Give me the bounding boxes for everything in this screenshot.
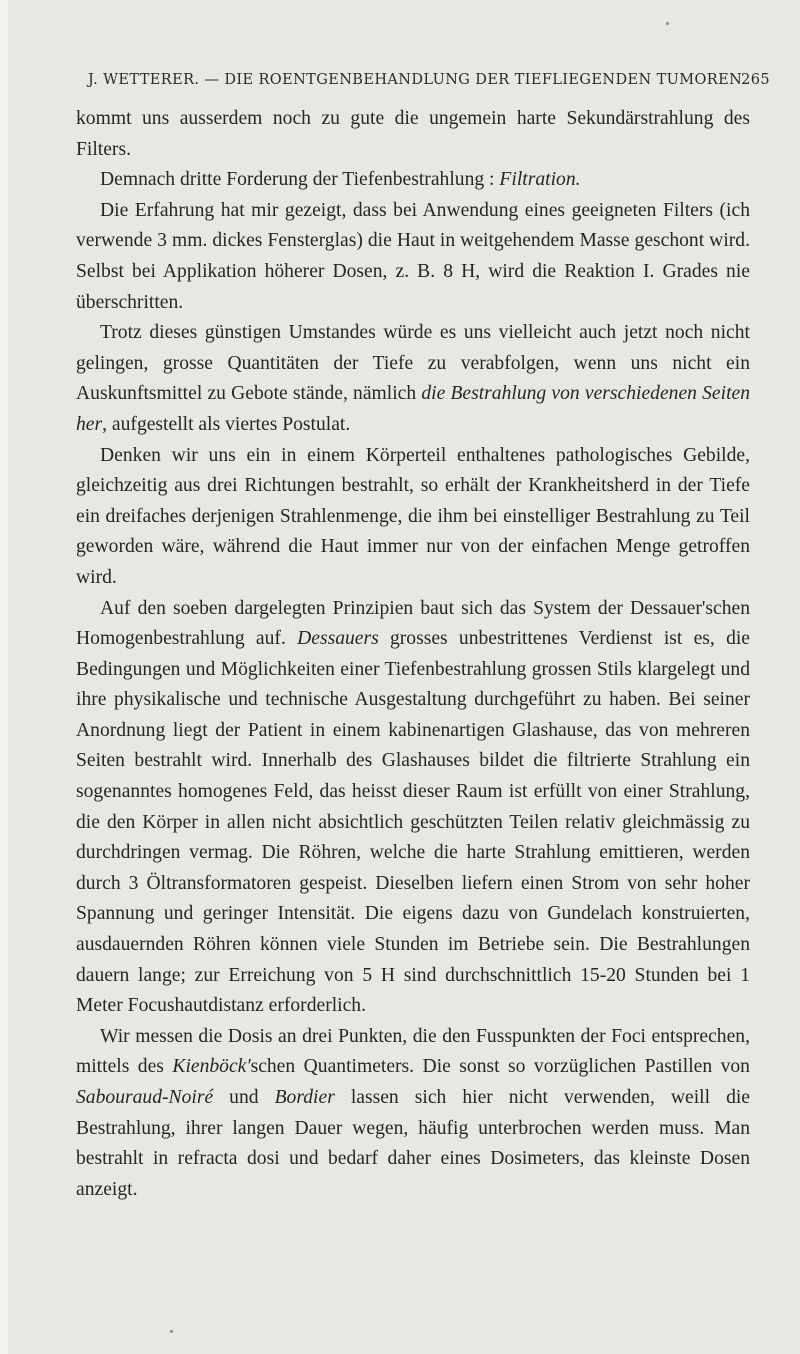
paragraph-2-text: Demnach dritte Forderung der Tiefenbestrahlung :: [100, 169, 500, 191]
paragraph-1: kommt uns ausserdem noch zu gute die ungemein harte Sekundärstrahlung des Filters.: [76, 108, 750, 160]
paragraph-7-emphasis-1: Kienböck': [172, 1056, 251, 1078]
paragraph-2: [76, 165, 750, 196]
body-text: [76, 104, 750, 1205]
paragraph-6-emphasis: Dessauers: [297, 628, 379, 650]
paragraph-7-emphasis-2: Sabouraud-Noiré: [76, 1087, 214, 1108]
page-number: 265: [741, 72, 770, 88]
paragraph-7-text-4: lassen sich hier nicht verwenden, weill die Bestrahlung, ihrer langen Dauer wegen, häufig unterbrochen werden muss. Man bestrahlt in refracta dosi und bedarf daher eines Dosimeters, das kleinste Dosen anzeigt.: [76, 1087, 751, 1200]
paragraph-4: [76, 318, 750, 440]
paragraph-4-emphasis: die Bestrahlung von verschiedenen Seiten her: [76, 383, 751, 435]
paragraph-2-emphasis: Filtration.: [499, 169, 581, 191]
paragraph-7-text-2: schen Quantimeters. Die sonst so vorzüglichen Pastillen von: [250, 1056, 750, 1078]
paragraph-5: Denken wir uns ein in einem Körperteil enthaltenes pathologisches Gebilde, gleichzeitig aus drei Richtungen bestrahlt, so erhält der Krankheitsherd in der Tiefe ein dreifaches derjenigen Strahlenmenge, die ihm bei einstelliger Bestrahlung zu Teil geworden wäre, während die Haut immer nur von der einfachen Menge getroffen wird.: [76, 444, 750, 588]
paragraph-7-text-1: Wir messen die Dosis an drei Punkten, die den Fusspunkten der Foci entsprechen, mittels des: [76, 1025, 750, 1078]
paper-speck: [666, 22, 669, 25]
paragraph-7-text-3: und: [213, 1087, 275, 1108]
paragraph-4-text-after: , aufgestellt als viertes Postulat.: [102, 413, 351, 435]
paper-speck: [170, 1330, 173, 1333]
paragraph-7-emphasis-3: Bordier: [274, 1087, 335, 1108]
paragraph-6-text-before: Auf den soeben dargelegten Prinzipien baut sich das System der Dessauer'schen Homogenbestrahlung auf.: [76, 597, 750, 650]
paragraph-3: Die Erfahrung hat mir gezeigt, dass bei Anwendung eines geeigneten Filters (ich verwende 3 mm. dickes Fensterglas) die Haut in weitgehendem Masse geschont wird. Selbst bei Applikation höherer Dosen, z. B. 8 H, wird die Reaktion I. Grades nie überschritten.: [76, 199, 750, 313]
paragraph-6: [76, 594, 750, 1022]
paragraph-6-text-after: grosses unbestrittenes Verdienst ist es, die Bedingungen und Möglichkeiten einer Tiefenbestrahlung grossen Stils klargelegt und ihre physikalische und technische Ausgestaltung durchgeführt zu haben. Bei seiner Anordnung liegt der Patient in einem kabinenartigen Glashause, das von mehreren Seiten bestrahlt wird. Innerhalb des Glashauses bildet die filtrierte Strahlung ein sogenanntes homogenes Feld, das heisst dieser Raum ist erfüllt von einer Strahlung, die den Körper in allen nicht absichtlich geschützten Teilen relativ gleichmässig zu durchdringen vermag. Die Röhren, welche die harte Strahlung emittieren, werden durch 3 Öltransformatoren gespeist. Dieselben liefern einen Strom von sehr hoher Spannung und geringer Intensität. Die eigens dazu von Gundelach konstruierten, ausdauernden Röhren können viele Stunden im Betriebe sein. Die Bestrahlungen dauern lange; zur Erreichung von 5 H sind durchschnittlich 15-20 Stunden bei 1 Meter Focushautdistanz erforderlich.: [76, 628, 751, 1017]
paragraph-4-text-before: Trotz dieses günstigen Umstandes würde es uns vielleicht auch jetzt noch nicht gelingen, grosse Quantitäten der Tiefe zu verabfolgen, wenn uns nicht ein Auskunftsmittel zu Gebote stände, nämlich: [76, 322, 750, 405]
running-title: J. WETTERER. — DIE ROENTGENBEHANDLUNG DER TIEFLIEGENDEN TUMOREN.: [88, 72, 747, 88]
running-head: [88, 72, 768, 88]
paragraph-7: [76, 1022, 750, 1206]
